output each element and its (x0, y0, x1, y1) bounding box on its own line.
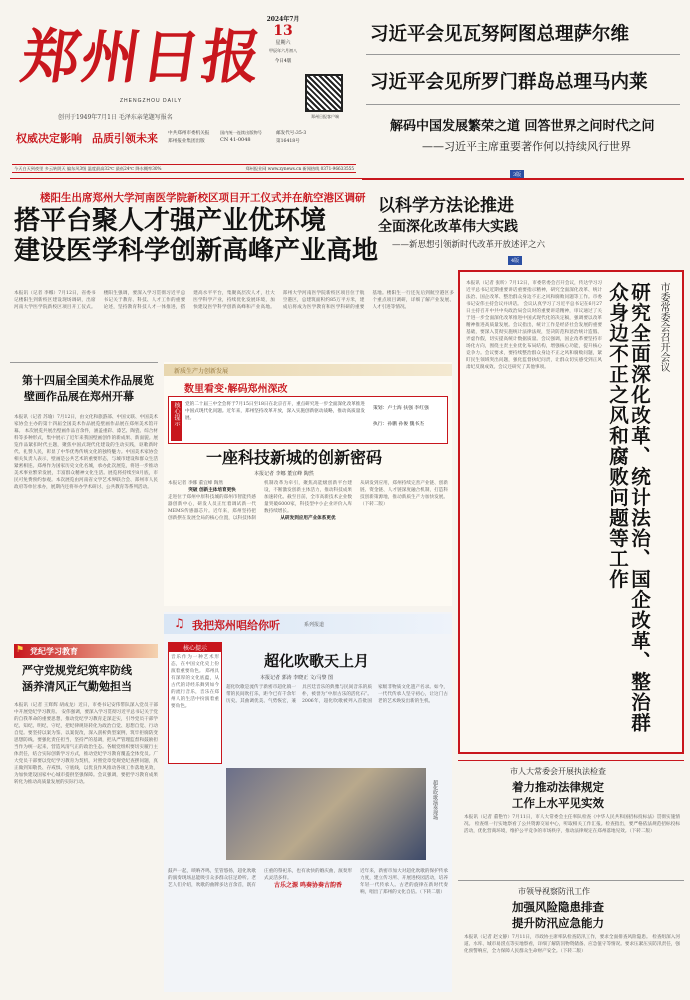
core-note-label: 核心提示 (171, 401, 182, 441)
science-section (164, 362, 452, 606)
lead-title-2[interactable]: 建设医学科学创新高峰产业高地 (14, 236, 379, 266)
lead-body: 本报讯（记者 李娜）7月12日，省委书记楼阳生到新校区建设现场调研，出席河南大学医学院新校区项目开工仪式。 楼阳生强调，要深入学习贯彻习近平总书记关于教育、科技、人才工作的重要论述，坚持教育科技人才一体推进，搭建高水平平台，集聚高层次人才，壮大医学科学产业，持续优化发展环境，加快建设医学科学创新高峰和产业高地。郑州大学河南医学院新校区项目位于航空港区，总建筑面积约85万平方米，建成后将成为医学教育和医学科研的重要基地。楼阳生一行还先后到航空港区多个重点项目调研，详细了解产业发展、人才引进等情况。 (14, 291, 454, 310)
lunar-date: 甲辰年六月初八 (269, 48, 297, 53)
party-title-1[interactable]: 严守党规党纪筑牢防线 (22, 664, 132, 677)
risk-body: 本报讯（记者 赵文静）7月11日，市政协主席率队检查防汛工作，要求全面排查风险隐患。 检查组深入河道、水库、城市易涝点等实地察看，详细了解防汛物资储备、应急值守等情况。要求压紧压实防汛责任，强化预警响应，全力保障人民群众生命财产安全。（下转二版） (464, 935, 680, 954)
slogan-right: 品质引领未来 (92, 132, 158, 145)
right-subtitle: ——新思想引领新时代改革开放述评之六 (392, 240, 546, 250)
song-core-note (168, 642, 222, 764)
science-sub-1: 突破 创新主体培育更快 (188, 488, 236, 493)
science-byline: 本报记者 李娜 董宜峰 陶然 (254, 471, 314, 477)
qr-caption: 郑州日报客户端 (311, 114, 339, 119)
serial-number: 第16418号 (276, 139, 300, 144)
party-body: 本报讯（记者 王辉辉 胡成龙）近日，市委书记安伟带队深入党员干部中开展党纪学习教育。 安伟强调，要深入学习贯彻习近平总书记关于党的自我革命的重要思想，推动党纪学习教育走深走实，引导党员干部学纪、知纪、明纪、守纪，把纪律规矩转化为政治自觉、思想自觉、行动自觉。要坚持以案为鉴、以案促改，深入剖析典型案例，筑牢拒腐防变思想防线。要强化责任担当，坚持严的基调，把从严管理监督和鼓励担当作为统一起来，营造风清气正的政治生态。各级党组织要切实履行主体责任，结合实际创新学习方式，推动党纪学习教育覆盖全体党员。广大党员干部要以党纪学习教育为契机，对照党章党规党纪查摆问题，真正做到知敬畏、存戒惧、守底线，以优良作风推动各项工作落地见效，为加快建设国家中心城市提供坚强保障。会议强调，要把学习教育成果转化为推动高质量发展的实际行动。 (14, 703, 158, 785)
art-byline: 本报讯（记者 苏瑜）7月12日，由文化和旅游部、中国文联、中国美术家协会主办的第十四届全国美术作品展览壁画作品展在郑州美术馆开幕。 (14, 415, 158, 434)
founded-line: 创刊于1949年7月1日 毛泽东亲笔题写报名 (58, 114, 173, 121)
right-title-1[interactable]: 以科学方法论推进 (378, 196, 514, 216)
photo-side-caption: 超化吹歌演奏现场 (432, 780, 438, 820)
feature-body: 本报讯（记者 张昕）7月12日，市委常委会召开会议，传达学习习近平总书记近期重要讲话重要指示精神，研究全面深化改革、统计法治、国企改革、整治群众身边不正之风和腐败问题等工作。市委书记安伟主持会议并讲话。 会议认真学习了习近平总书记在6月27日主持召开中共中央政治局会议时的重要讲话精神，审议通过了关于进一步全面深化改革推进中国式现代化的决定稿，强调要以改革精神推进高质量发展。会议指出，统计工作是经济社会发展的重要基础，要深入贯彻实施统计法律法规，坚决防范和惩治统计造假、弄虚作假，切实提高统计数据质量。会议强调，国企改革要坚持市场化方向，围绕主责主业优化布局结构，增强核心功能，提升核心竞争力。会议要求，要持续整治群众身边不正之风和腐败问题，紧盯民生领域突出问题，强化监督执纪问责，让群众切实感受到正风肃纪反腐成效。会议还研究了其他事项。 (466, 281, 602, 370)
website-text: 郑州报业网 www.zynews.cn 新闻热线 0371-96633555 (245, 166, 354, 171)
planner-credit: 策划：卢士海 扶强 李红强 (373, 406, 429, 411)
feature-box (458, 270, 684, 754)
coordinator-credit: 执行：孙鹏 孙俊 魏书杰 (373, 422, 425, 427)
song-section (164, 612, 452, 992)
party-title-2[interactable]: 涵养清风正气勤勉担当 (22, 680, 132, 693)
risk-title-2[interactable]: 提升防汛应急能力 (512, 916, 604, 930)
headline-china-development-sub: ——习近平主席重要著作何以持续风行世界 (422, 140, 631, 153)
song-banner-text: 我把郑州唱给你听 (192, 619, 280, 632)
legal-byline: 本报讯（记者 董艳竹）7月11日，市人大常委会主任率队检查《中华人民共和国招标投标法》贯彻实施情况。 (464, 815, 680, 827)
risk-kicker: 市领导视察防汛工作 (518, 887, 590, 896)
date-box (258, 14, 308, 104)
legal-title-2[interactable]: 工作上水平见实效 (512, 796, 604, 810)
feature-title[interactable]: 研究全面深化改革、统计法治、国企改革、整治群众身边不正之风和腐败问题等工作 (606, 282, 651, 733)
legal-title-1[interactable]: 着力推动法律规定 (512, 780, 604, 794)
song-body-2: 鼓声一起，唢呐齐鸣，笙管悠扬，超化吹歌的演奏现场总能吸引众多群众驻足聆听。老艺人们介绍，吹歌的曲牌多达百余首，既有庄重的祭祀乐，也有欢快的婚庆曲，演奏形式灵活多样。 古乐之源 鸣奏协奏古韵香 近年来，新密市加大对超化吹歌的保护传承力度，建立传习所、开展进校园活动，培养年轻一代传承人。古老的旋律在新时代奏响，唱出了郑州的文化自信。（下转二版） (168, 869, 448, 895)
weekday: 星期六 (275, 40, 291, 46)
party-banner-text: 党纪学习教育 (30, 646, 78, 656)
risk-title-1[interactable]: 加强风险隐患排查 (512, 900, 604, 914)
weather-strip (12, 164, 356, 173)
postal-code: 邮发代号:35-3 (276, 131, 307, 136)
headline-china-development[interactable]: 解码中国发展繁荣之道 回答世界之问时代之问 (390, 119, 655, 134)
party-byline: 本报讯（记者 王辉辉 胡成龙）近日，市委书记安伟带队深入党员干部中开展党纪学习教育。 (14, 703, 158, 715)
top-headlines (362, 18, 684, 178)
headline-vanuatu[interactable]: 习近平会见瓦努阿图总理萨尔维 (370, 24, 630, 45)
song-note-text: 音乐作为一种艺术形态，在中国文化史上扮演着重要角色。 郑州具有深厚的文化底蕴，从古代的诗经乐舞到如今的流行音乐，音乐在郑州人的生活中扮演着重要角色。 (171, 655, 219, 709)
cn-label: 国内统一连续出版物号 (220, 130, 262, 135)
science-body: 本报记者 李娜 董宜峰 陶然 突破 创新主体培育更快 走进位于郑州中原科技城的郑州市智能传感器创新中心，研发人员正忙着调试新一代MEMS传感器芯片。近年来，郑州坚持把创新摆在发展全局的核心位置，以科技体制机制改革为牵引，聚焦高能级创新平台建设，不断激发创新主体活力，推动科技成果加速转化。截至目前，全市高新技术企业数量突破6000家，科技型中小企业评价入库数持续增长。 从研发到应用产业体系更优 从研发到应用，郑州持续完善产业链、创新链、资金链、人才链深度融合机制，打造科技创新策源地，推动新质生产力加快发展。（下转二版） (168, 481, 448, 521)
music-note-icon: ♫ (174, 616, 185, 630)
page-badge-4[interactable]: 4版 (508, 256, 522, 265)
lead-title-1[interactable]: 搭平台聚人才强产业优环境 (14, 206, 327, 236)
masthead-title: 郑州日报 (17, 23, 267, 91)
page-badge-3[interactable]: 3版 (510, 170, 524, 179)
song-title[interactable]: 超化吹歌天上月 (264, 652, 370, 670)
weather-text: 今天白天到夜里 多云转阴天 偏东风3级 温度最高32℃ 最低24℃ 降水概率30% (14, 166, 162, 171)
song-banner (164, 614, 452, 634)
feature-kicker: 市委常委会召开会议 (658, 282, 669, 372)
headline-solomon[interactable]: 习近平会见所罗门群岛总理马内莱 (370, 72, 648, 93)
legal-kicker: 市人大常委会开展执法检查 (510, 767, 606, 776)
song-caption: 古乐之源 鸣奏协奏古韵香 (273, 882, 343, 889)
song-series: 系列报道 (304, 622, 325, 628)
science-series-label: 数里看变·解码郑州深改 (184, 384, 288, 395)
page-count: 今日4版 (274, 59, 292, 64)
party-flag-icon: ⚑ (16, 645, 25, 655)
core-note-text: 党的二十届三中全会将于7月15日至18日在北京召开，重点研究进一步全面深化改革推进中国式现代化问题。近年来，郑州坚持改革开放，深入实施创新驱动战略，推动高质量发展。 (185, 402, 365, 421)
cn-number: CN 41-0048 (220, 137, 251, 143)
art-title-2[interactable]: 壁画作品展在郑州开幕 (24, 390, 134, 403)
art-title-1[interactable]: 第十四届全国美术作品展览 (22, 374, 154, 387)
song-body-1: 超化吹歌是流传于新密市超化镇一带的民间吹打乐，距今已有千余年历史。其曲调优美、气势恢宏，兼具宫廷音乐的典雅与民间音乐的质朴，被誉为“中原古乐的活化石”。2006年，超化吹歌被列入首批国家级非物质文化遗产名录。如今，一代代传承人坚守初心，让这门古老的艺术焕发出新的生机。 (226, 685, 448, 704)
science-sub-2: 从研发到应用产业体系更优 (280, 516, 336, 521)
day-number: 13 (273, 23, 293, 39)
feature-byline: 本报讯（记者 张昕）7月12日，市委常委会召开会议，传达学习习近平总书记近期重要讲话重要指示精神，研究全面深化改革、统计法治、国企改革、整治群众身边不正之风和腐败问题等工作。市委书记安伟主持会议并讲话。 (466, 281, 602, 307)
science-banner (164, 364, 452, 376)
masthead-english: ZHENGZHOU DAILY (120, 98, 183, 104)
publisher-line-1: 中共郑州市委机关报 (168, 131, 210, 136)
song-byline: 本报记者 郭涛 李晓正 文/马黎 图 (260, 675, 334, 681)
right-title-2[interactable]: 全面深化改革伟大实践 (378, 219, 518, 235)
slogan-left: 权威决定影响 (16, 132, 82, 145)
science-banner-text: 新质生产力创新发展 (174, 368, 229, 375)
science-title[interactable]: 一座科技新城的创新密码 (206, 448, 383, 467)
song-note-text-bind: 音乐作为一种艺术形态，在中国文化史上扮演着重要角色。 (171, 655, 219, 674)
performance-photo (226, 768, 426, 860)
publisher-line-2: 郑州报业集团出版 (168, 139, 205, 144)
year-month: 2024年7月 (266, 16, 300, 23)
legal-body: 本报讯（记者 董艳竹）7月11日，市人大常委会主任率队检查《中华人民共和国招标投标法》贯彻实施情况。 检查组一行实地察看了公共资源交易中心，听取相关工作汇报。检查指出，要严格依法规范招标投标活动，优化营商环境，维护公平竞争的市场秩序，推动法律规定在郑州落地见效。（下转二版） (464, 815, 680, 834)
lead-byline: 本报讯（记者 李娜）7月12日，省委书记楼阳生到新校区建设现场调研，出席河南大学医学院新校区项目开工仪式。 (14, 291, 96, 310)
party-banner (14, 644, 158, 658)
risk-byline: 本报讯（记者 赵文静）7月11日，市政协主席率队检查防汛工作，要求全面排查风险隐患。 (464, 935, 651, 940)
song-note-label: 核心提示 (169, 643, 221, 652)
art-body: 本报讯（记者 苏瑜）7月12日，由文化和旅游部、中国文联、中国美术家协会主办的第十四届全国美术作品展览壁画作品展在郑州美术馆开幕。 本次展览共展出壁画作品百余件，涵盖重彩、漆艺、陶瓷、综合材料等多种形式，集中展示了近年来我国壁画创作的新成果、新面貌。展览作品紧扣时代主题，聚焦中国式现代化建设的生动实践，讴歌新时代、礼赞人民，彰显了中华优秀传统文化的独特魅力。中国美术家协会相关负责人表示，壁画是公共艺术的重要形态，与城市建设和群众生活紧密相连。郑州作为国家历史文化名城，承办此次展览，将进一步推动美术事业繁荣发展，丰富群众精神文化生活。展览将持续至8月底，市民可免费预约参观。本次展览由河南省文学艺术界联合会、郑州市人民政府等单位承办，展期内还将举办学术研讨、公共教育等系列活动。 (14, 415, 158, 490)
core-note-box (168, 396, 448, 444)
lead-kicker: 楼阳生出席郑州大学河南医学院新校区项目开工仪式并在航空港区调研 (40, 192, 366, 204)
qr-code-icon[interactable] (305, 74, 343, 112)
